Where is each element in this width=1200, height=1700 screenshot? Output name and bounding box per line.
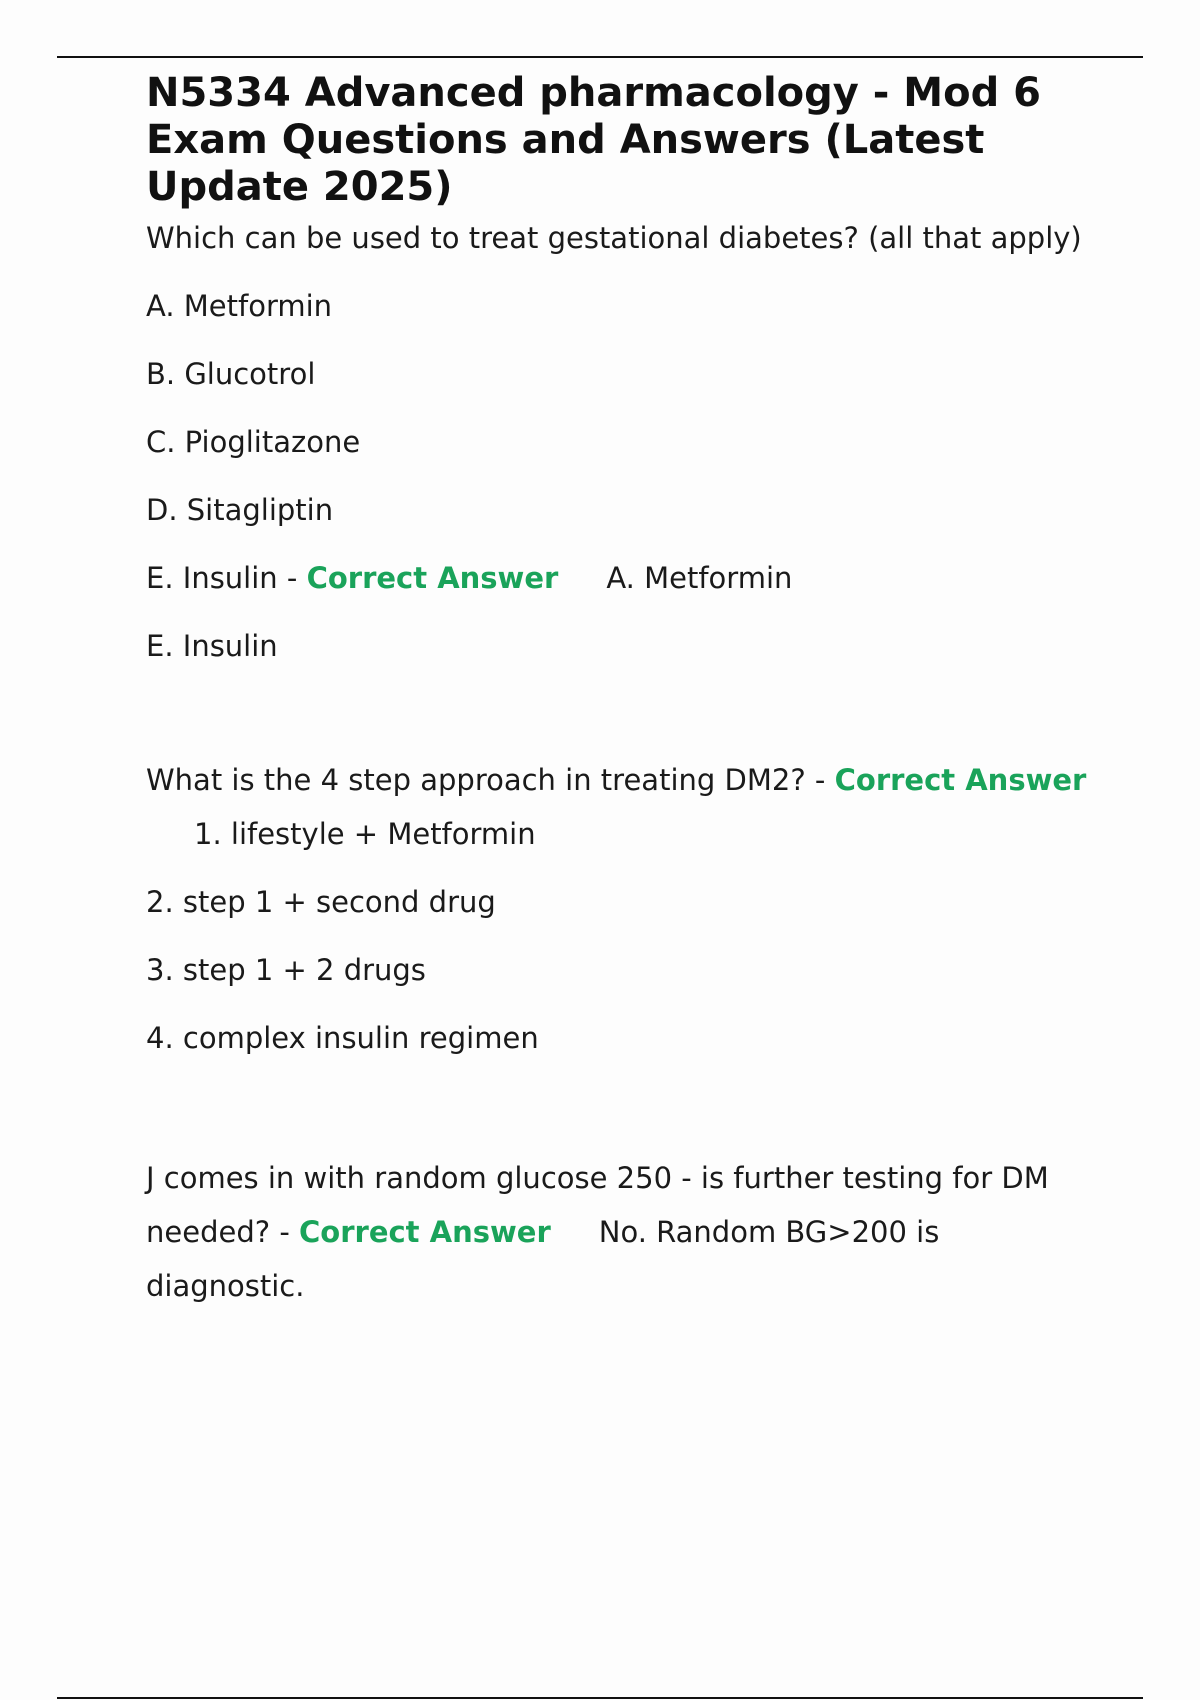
correct-answer-label: Correct Answer bbox=[306, 561, 559, 595]
option-e-with-answer bbox=[146, 551, 1106, 605]
answer-text: 3. step 1 + 2 drugs bbox=[146, 953, 426, 987]
option-c: C. Pioglitazone bbox=[146, 425, 361, 459]
question-3-prompt: J comes in with random glucose 250 - is further testing for DM needed? - bbox=[146, 1161, 1049, 1249]
answer-text: A. Metformin bbox=[606, 561, 793, 595]
document-title: N5334 Advanced pharmacology - Mod 6 Exam Questions and Answers (Latest Update 2025) bbox=[146, 70, 1041, 210]
option-d: D. Sitagliptin bbox=[146, 493, 334, 527]
question-3 bbox=[146, 1151, 1106, 1313]
option-b: B. Glucotrol bbox=[146, 357, 316, 391]
correct-answer-label: Correct Answer bbox=[834, 763, 1087, 797]
answer-text: 2. step 1 + second drug bbox=[146, 885, 496, 919]
answer-text: 4. complex insulin regimen bbox=[146, 1021, 539, 1055]
answer-text: E. Insulin bbox=[146, 629, 278, 663]
correct-answer-label: Correct Answer bbox=[299, 1215, 551, 1249]
answer-text: No. Random BG>200 is diagnostic. bbox=[146, 1215, 940, 1303]
question-2 bbox=[146, 753, 1106, 1065]
question-3-text bbox=[146, 1151, 1106, 1313]
option-a: A. Metformin bbox=[146, 289, 333, 323]
question-1-text: Which can be used to treat gestational diabetes? (all that apply) bbox=[146, 221, 1082, 255]
option-e: E. Insulin - bbox=[146, 561, 307, 595]
bottom-rule bbox=[57, 1697, 1143, 1699]
question-2-prompt: What is the 4 step approach in treating DM2? - bbox=[146, 763, 835, 797]
answer-text: 1. lifestyle + Metformin bbox=[194, 817, 536, 851]
question-2-text bbox=[146, 753, 1106, 861]
top-rule bbox=[57, 56, 1143, 58]
document-body bbox=[146, 70, 1106, 1313]
question-1 bbox=[146, 211, 1106, 673]
